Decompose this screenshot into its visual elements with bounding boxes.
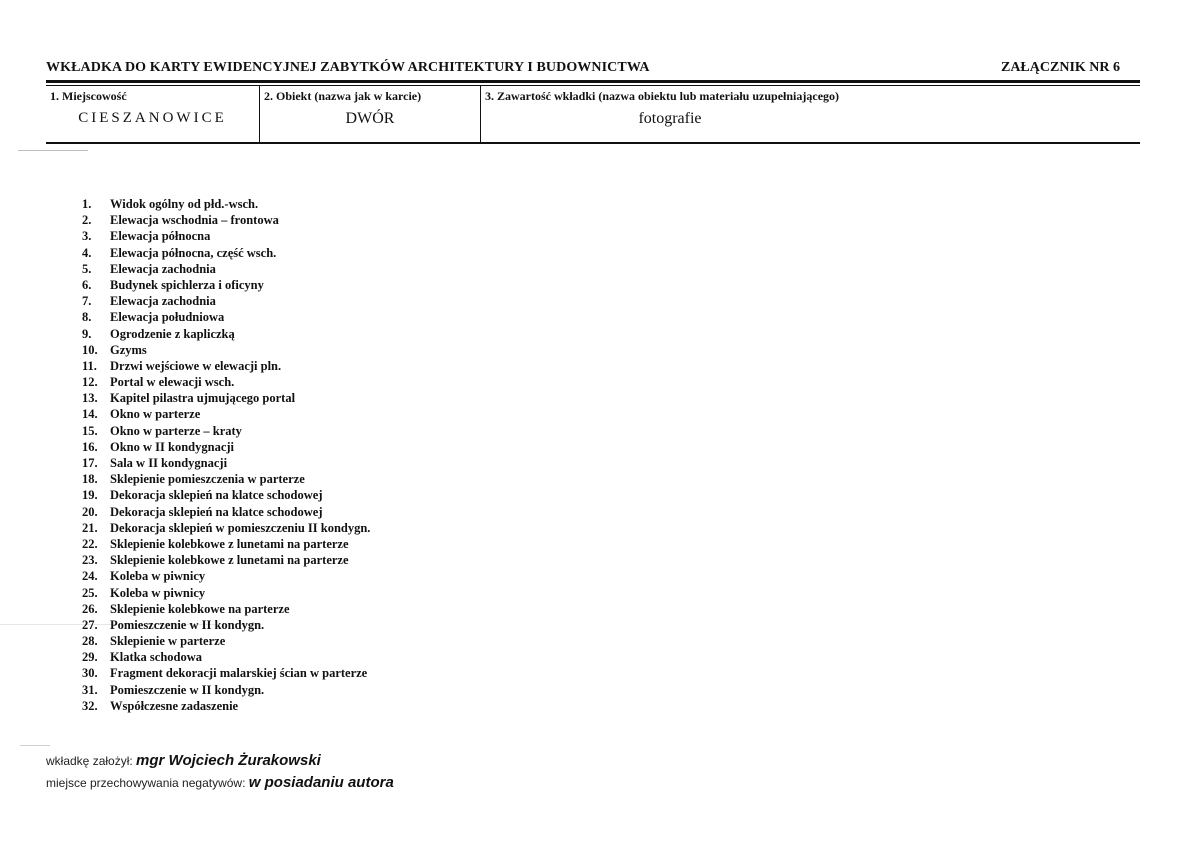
list-item xyxy=(82,617,370,633)
list-item-number: 25. xyxy=(82,585,98,600)
list-item xyxy=(82,293,370,309)
list-item-text: Elewacja wschodnia – frontowa xyxy=(110,213,279,228)
list-item-text: Współczesne zadaszenie xyxy=(110,698,239,713)
list-item-number: 11. xyxy=(82,358,97,373)
list-item-text: Dekoracja sklepień w pomieszczeniu II kondygn. xyxy=(110,520,371,535)
column-divider xyxy=(480,85,481,142)
list-item-text: Widok ogólny od płd.-wsch. xyxy=(110,197,259,211)
list-item-number: 5. xyxy=(82,261,92,276)
list-item xyxy=(82,649,370,665)
list-item-number: 10. xyxy=(82,342,98,357)
list-item-number: 12. xyxy=(82,375,98,390)
header-rule xyxy=(46,80,1140,83)
list-item-number: 28. xyxy=(82,634,98,649)
list-item-number: 30. xyxy=(82,666,98,681)
list-item-number: 2. xyxy=(82,213,92,228)
list-item xyxy=(82,277,370,293)
list-item-number: 15. xyxy=(82,423,98,438)
list-item-text: Drzwi wejściowe w elewacji pln. xyxy=(110,358,282,373)
list-item-number: 1. xyxy=(82,197,92,211)
list-item xyxy=(82,552,370,568)
list-item-number: 32. xyxy=(82,698,98,713)
photo-list xyxy=(82,196,370,714)
list-item-text: Koleba w piwnicy xyxy=(110,585,206,600)
list-item-text: Sklepienie kolebkowe z lunetami na parterze xyxy=(110,553,349,568)
list-item xyxy=(82,406,370,422)
scan-streak xyxy=(18,150,88,151)
list-item xyxy=(82,309,370,325)
list-item-text: Elewacja zachodnia xyxy=(110,261,216,276)
author-label: wkładkę założył: xyxy=(46,754,133,768)
list-item xyxy=(82,487,370,503)
list-item xyxy=(82,568,370,584)
scan-streak xyxy=(20,745,50,746)
list-item-text: Dekoracja sklepień na klatce schodowej xyxy=(110,488,323,503)
list-item-number: 6. xyxy=(82,277,92,292)
list-item xyxy=(82,423,370,439)
storage-line xyxy=(46,774,394,791)
location-label: 1. Miejscowość xyxy=(50,89,127,103)
list-item-text: Elewacja zachodnia xyxy=(110,294,216,309)
list-item-text: Budynek spichlerza i oficyny xyxy=(110,277,264,292)
list-item xyxy=(82,682,370,698)
list-item-text: Elewacja północna, część wsch. xyxy=(110,245,277,260)
list-item xyxy=(82,358,370,374)
list-item-text: Okno w parterze xyxy=(110,407,201,422)
list-item-number: 20. xyxy=(82,504,98,519)
list-item-number: 29. xyxy=(82,650,98,665)
list-item xyxy=(82,601,370,617)
location-value: CIESZANOWICE xyxy=(78,110,227,126)
column-divider xyxy=(259,85,260,142)
header-rule-thin xyxy=(46,85,1140,86)
list-item-number: 14. xyxy=(82,407,98,422)
list-item-number: 7. xyxy=(82,294,92,309)
table-bottom-rule xyxy=(46,142,1140,144)
list-item xyxy=(82,471,370,487)
list-item-text: Elewacja północna xyxy=(110,229,211,244)
list-item xyxy=(82,342,370,358)
list-item xyxy=(82,228,370,244)
list-item-text: Koleba w piwnicy xyxy=(110,569,206,584)
storage-value: w posiadaniu autora xyxy=(248,774,394,791)
list-item-number: 3. xyxy=(82,229,92,244)
list-item-number: 9. xyxy=(82,326,92,341)
list-item xyxy=(82,504,370,520)
list-item-number: 16. xyxy=(82,439,98,454)
author-line xyxy=(46,752,321,769)
content-value: fotografie xyxy=(638,110,702,127)
list-item-text: Portal w elewacji wsch. xyxy=(110,375,235,390)
list-item-number: 17. xyxy=(82,456,98,470)
list-item-text: Okno w II kondygnacji xyxy=(110,439,234,454)
list-item-text: Ogrodzenie z kapliczką xyxy=(110,326,235,341)
list-item-text: Fragment dekoracji malarskiej ścian w parterze xyxy=(110,666,368,681)
list-item xyxy=(82,374,370,390)
list-item-number: 21. xyxy=(82,520,98,535)
list-item-number: 4. xyxy=(82,245,92,260)
list-item-text: Kapitel pilastra ujmującego portal xyxy=(110,391,296,406)
list-item xyxy=(82,520,370,536)
list-item-number: 22. xyxy=(82,536,98,551)
list-item xyxy=(82,585,370,601)
list-item xyxy=(82,212,370,228)
list-item-text: Gzyms xyxy=(110,342,147,357)
list-item xyxy=(82,665,370,681)
list-item-text: Klatka schodowa xyxy=(110,650,203,665)
list-item-text: Sklepienie pomieszczenia w parterze xyxy=(110,472,305,487)
list-item-number: 19. xyxy=(82,488,98,503)
list-item-text: Sala w II kondygnacji xyxy=(110,456,228,470)
document-header xyxy=(46,60,1140,78)
storage-label: miejsce przechowywania negatywów: xyxy=(46,776,246,790)
list-item-number: 23. xyxy=(82,553,98,568)
content-label: 3. Zawartość wkładki (nazwa obiektu lub materiału uzupełniającego) xyxy=(485,89,840,103)
list-item xyxy=(82,439,370,455)
author-value: mgr Wojciech Żurakowski xyxy=(136,752,321,769)
list-item-text: Sklepienie kolebkowe z lunetami na parterze xyxy=(110,536,349,551)
list-item-text: Pomieszczenie w II kondygn. xyxy=(110,682,265,697)
object-label: 2. Obiekt (nazwa jak w karcie) xyxy=(264,89,422,103)
list-item-text: Okno w parterze – kraty xyxy=(110,423,242,438)
list-item-number: 24. xyxy=(82,569,98,584)
annex-number: ZAŁĄCZNIK NR 6 xyxy=(1000,60,1120,75)
list-item-number: 26. xyxy=(82,601,98,616)
list-item-number: 18. xyxy=(82,472,98,487)
list-item-number: 27. xyxy=(82,617,98,632)
list-item xyxy=(82,536,370,552)
list-item xyxy=(82,326,370,342)
list-item xyxy=(82,633,370,649)
list-item-number: 31. xyxy=(82,682,98,697)
list-item xyxy=(82,390,370,406)
list-item-text: Elewacja południowa xyxy=(110,310,225,325)
list-item-number: 8. xyxy=(82,310,92,325)
list-item-text: Pomieszczenie w II kondygn. xyxy=(110,617,265,632)
list-item-text: Dekoracja sklepień na klatce schodowej xyxy=(110,504,323,519)
list-item-text: Sklepienie kolebkowe na parterze xyxy=(110,601,290,616)
list-item xyxy=(82,245,370,261)
document-title: WKŁADKA DO KARTY EWIDENCYJNEJ ZABYTKÓW ARCHITEKTURY I BUDOWNICTWA xyxy=(46,60,650,75)
list-item xyxy=(82,698,370,714)
list-item-number: 13. xyxy=(82,391,98,406)
list-item xyxy=(82,196,370,212)
object-value: DWÓR xyxy=(345,110,395,127)
list-item xyxy=(82,455,370,471)
list-item xyxy=(82,261,370,277)
list-item-text: Sklepienie w parterze xyxy=(110,634,226,649)
